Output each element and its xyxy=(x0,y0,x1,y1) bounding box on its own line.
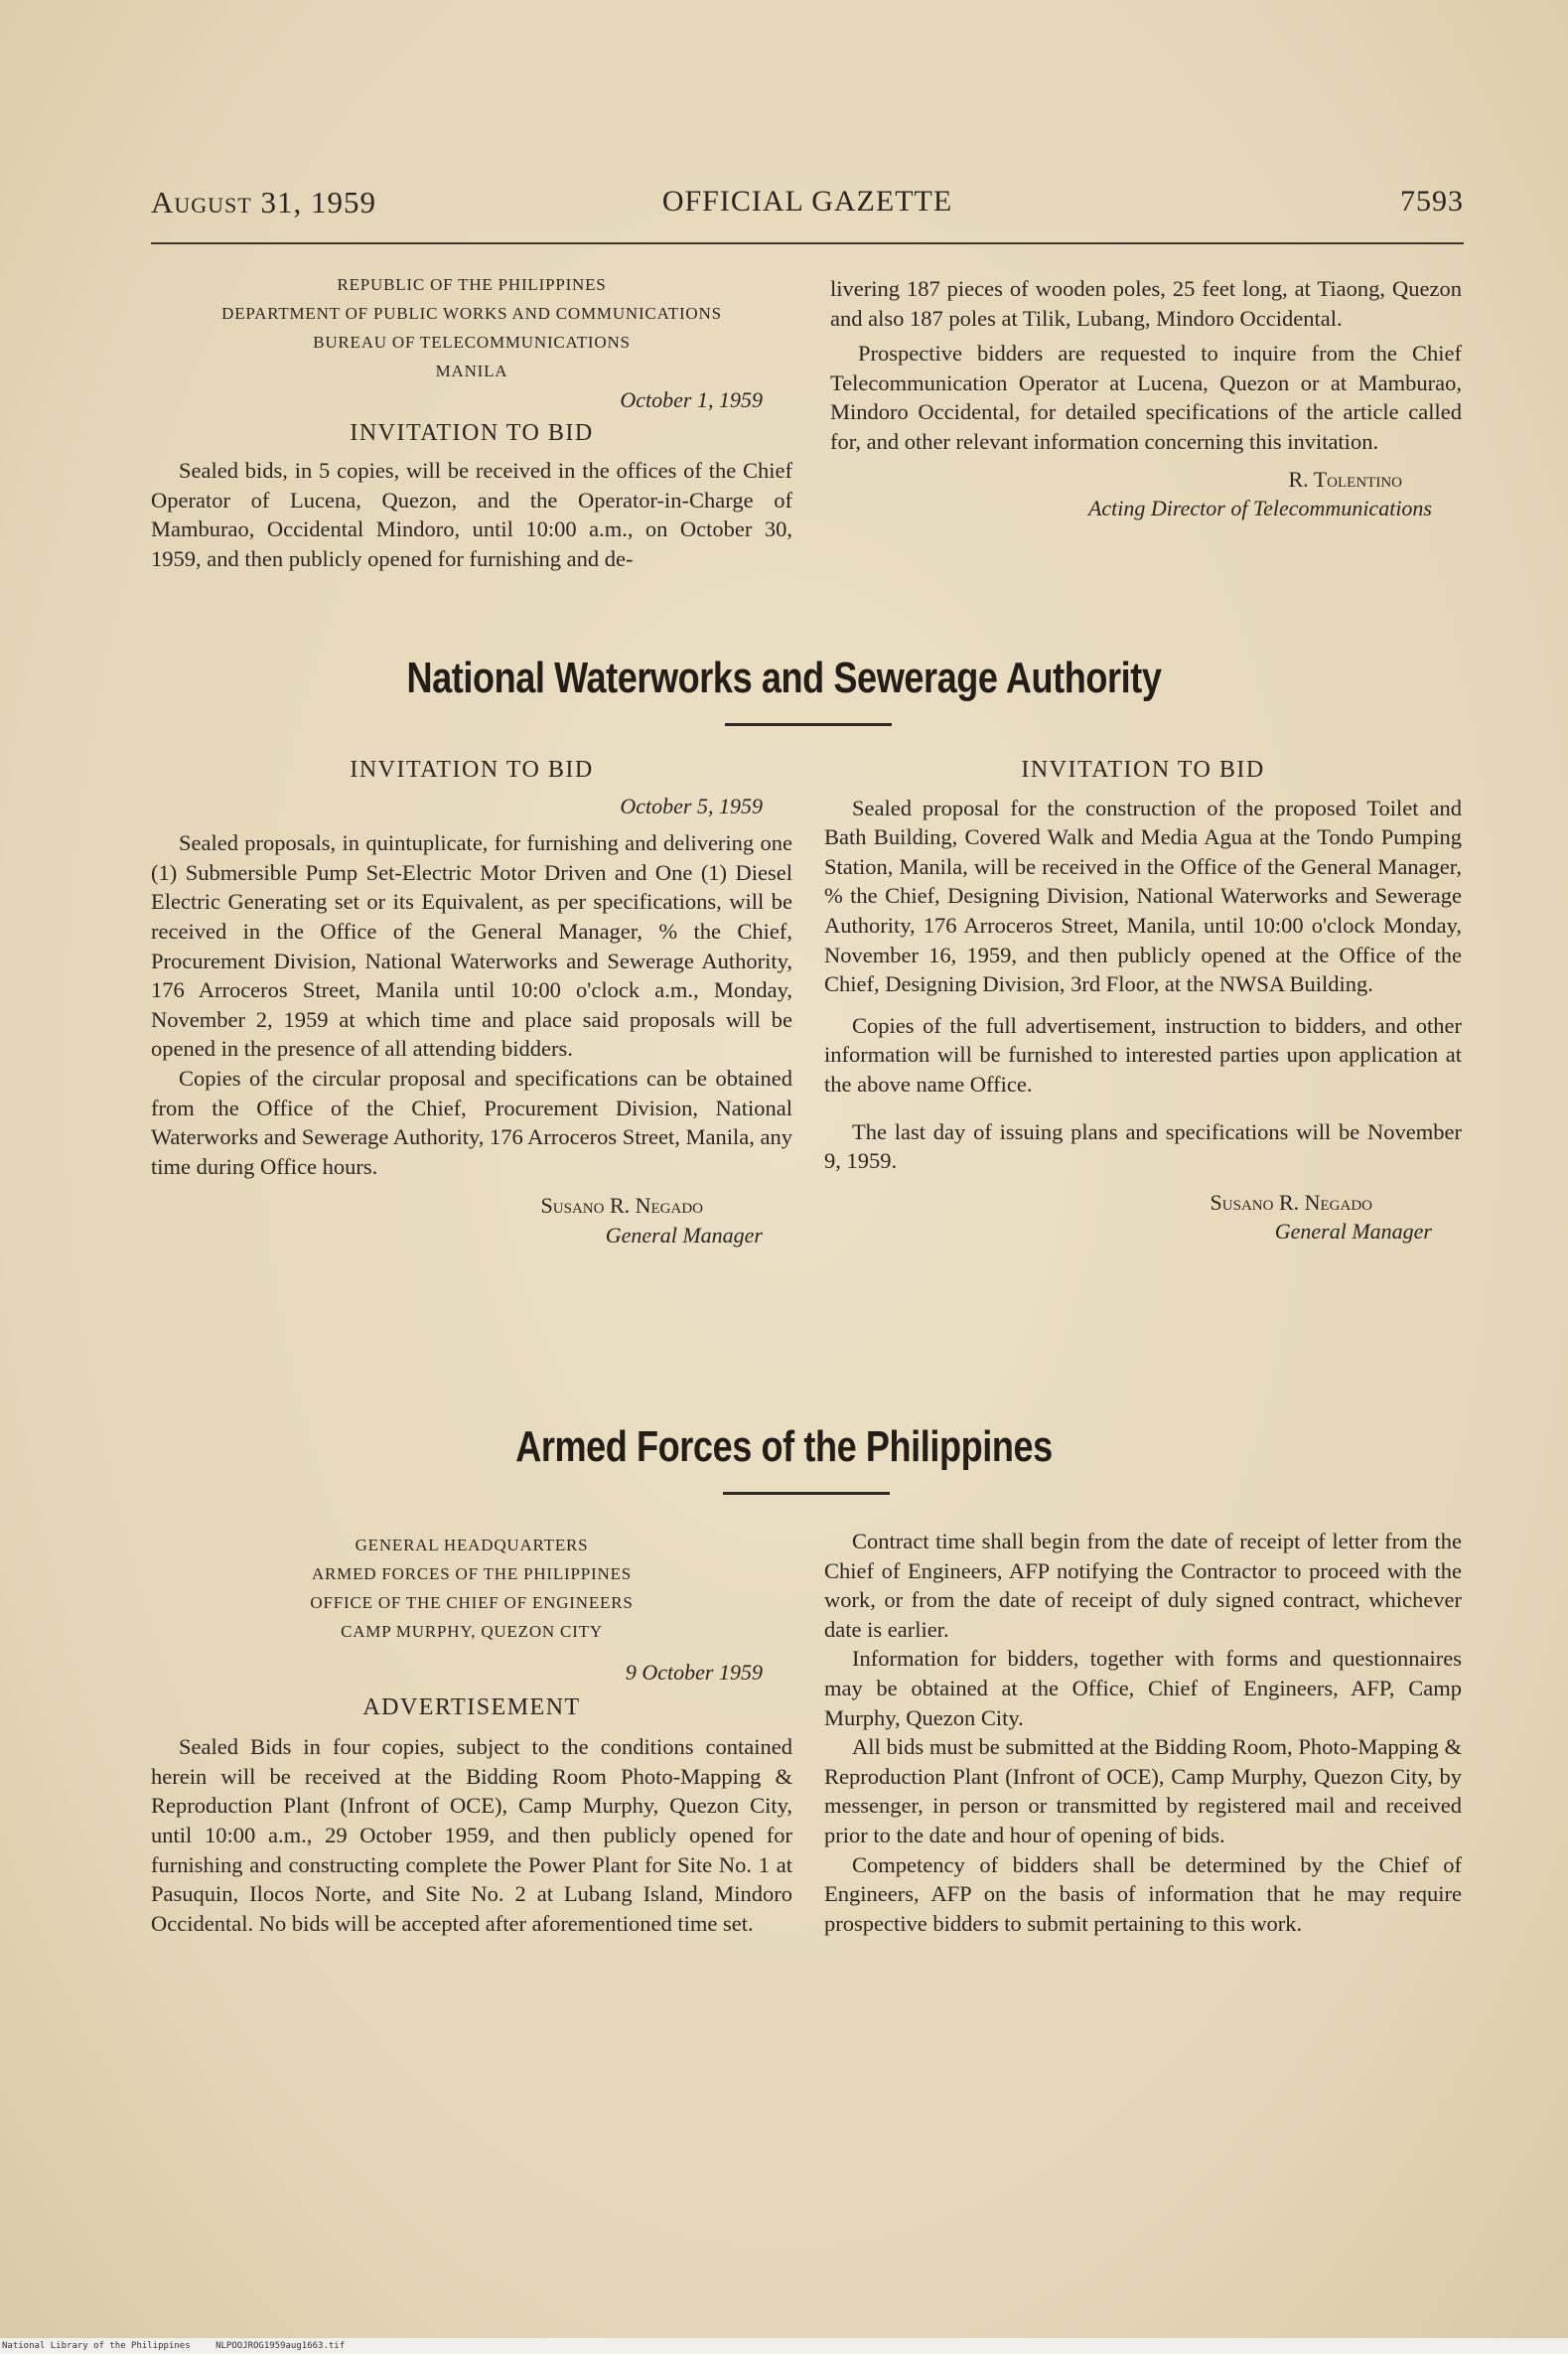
nwsa-right-paragraph: Sealed proposal for the construction of the proposed Toilet and Bath Building, Covered Walk and Media Agua at the Tondo Pumping Station, Manila, will be received in the Office of the General Manager, % the Chief, Designing Division, National Waterworks and Sewerage Authority, 176 Arroceros Street, Manila, until 10:00 o'clock Monday, November 16, 1959, and then publicly opened at the Office of the Chief, Designing Division, 3rd Floor, at the NWSA Building. xyxy=(824,795,1462,997)
header-page-number: 7593 xyxy=(1400,185,1464,218)
nwsa-right-signature xyxy=(824,1188,1462,1247)
afp-notice-right xyxy=(824,1527,1462,1938)
telecom-org-line: REPUBLIC OF THE PHILIPPINES xyxy=(337,275,607,294)
telecom-notice-right xyxy=(830,274,1462,523)
signer-title: General Manager xyxy=(1274,1219,1432,1245)
nwsa-left-paragraph: Sealed proposals, in quintuplicate, for furnishing and delivering one (1) Submersible Pump Set-Electric Motor Driven and One (1) Diesel Electric Generating set or its Equivalent, as per specifications, will be received in the Office of the General Manager, % the Chief, Procurement Division, National Waterworks and Sewerage Authority, 176 Arroceros Street, Manila until 10:00 o'clock a.m., Monday, November 2, 1959 at which time and place said proposals will be opened in the presence of all attending bidders. xyxy=(151,830,792,1062)
telecom-org-line: BUREAU OF TELECOMMUNICATIONS xyxy=(313,333,631,352)
signer-title: Acting Director of Telecommunications xyxy=(1087,496,1432,521)
telecom-heading: INVITATION TO BID xyxy=(350,419,594,446)
footer-file: NLPOOJROG1959aug1663.tif xyxy=(215,2341,346,2351)
page-header xyxy=(151,185,1464,224)
footer-library: National Library of the Philippines xyxy=(2,2341,191,2351)
afp-notice-left xyxy=(151,1531,792,1938)
nwsa-section-title: National Waterworks and Sewerage Authority xyxy=(406,654,1162,702)
afp-heading: ADVERTISEMENT xyxy=(362,1693,581,1720)
nwsa-right-paragraph: The last day of issuing plans and specifications will be November 9, 1959. xyxy=(824,1118,1462,1174)
afp-org-line: OFFICE OF THE CHIEF OF ENGINEERS xyxy=(310,1593,634,1612)
nwsa-left-signature xyxy=(151,1191,792,1250)
telecom-signature xyxy=(830,465,1462,523)
afp-section-title: Armed Forces of the Philippines xyxy=(515,1422,1053,1471)
afp-org-line: CAMP MURPHY, QUEZON CITY xyxy=(341,1622,603,1641)
header-rule xyxy=(151,242,1464,244)
header-title: OFFICIAL GAZETTE xyxy=(661,185,953,218)
scan-footer xyxy=(0,2338,1568,2354)
telecom-org-line: DEPARTMENT OF PUBLIC WORKS AND COMMUNICATIONS xyxy=(221,304,722,323)
nwsa-right-heading: INVITATION TO BID xyxy=(1021,757,1265,783)
nwsa-left-heading: INVITATION TO BID xyxy=(350,757,594,783)
section-rule xyxy=(725,723,892,726)
nwsa-left-paragraph: Copies of the circular proposal and specifications can be obtained from the Office of the Chief, Procurement Division, National Waterworks and Sewerage Authority, 176 Arroceros Street, Manila, any time during Office hours. xyxy=(151,1065,792,1179)
telecom-notice-left xyxy=(151,270,792,574)
afp-paragraph: Contract time shall begin from the date of receipt of letter from the Chief of Engineers, AFP notifying the Contractor to proceed with the work, or from the date of receipt of duly signed contract, whichever date is earlier. xyxy=(824,1529,1462,1642)
nwsa-notice-right xyxy=(824,756,1462,1247)
afp-paragraph: Competency of bidders shall be determined by the Chief of Engineers, AFP on the basis of information that he may require prospective bidders to submit pertaining to this work. xyxy=(824,1851,1462,1936)
signer-name: Susano R. Negado xyxy=(540,1193,703,1219)
nwsa-left-date: October 5, 1959 xyxy=(620,793,763,818)
signer-name: Susano R. Negado xyxy=(1210,1189,1372,1215)
afp-org-line: GENERAL HEADQUARTERS xyxy=(355,1536,589,1554)
telecom-paragraph: Prospective bidders are requested to inquire from the Chief Telecommunication Operator at Lucena, Quezon or at Mamburao, Mindoro Occidental, for detailed specifications of the article called for, and other relevant information concerning this invitation. xyxy=(830,341,1462,454)
afp-paragraph: Sealed Bids in four copies, subject to the conditions contained herein will be received at the Bidding Room Photo-Mapping & Reproduction Plant (Infront of OCE), Camp Murphy, Quezon City, until 10:00 a.m., 29 October 1959, and then publicly opened for furnishing and constructing complete the Power Plant for Site No. 1 at Pasuquin, Ilocos Norte, and Site No. 2 at Lubang Island, Mindoro Occidental. No bids will be accepted after aforementioned time set. xyxy=(151,1734,792,1936)
signer-name: R. Tolentino xyxy=(1288,466,1402,492)
telecom-date: October 1, 1959 xyxy=(620,387,763,412)
section-rule xyxy=(723,1492,890,1495)
header-date: August 31, 1959 xyxy=(151,185,376,220)
nwsa-notice-left xyxy=(151,756,792,1251)
telecom-paragraph: Sealed bids, in 5 copies, will be received in the offices of the Chief Operator of Lucena, Quezon, and the Operator-in-Charge of Mamburao, Occidental Mindoro, until 10:00 a.m., on October 30, 1959, and then publicly opened for furnishing and de- xyxy=(151,458,792,571)
signer-title: General Manager xyxy=(605,1222,763,1248)
telecom-paragraph: livering 187 pieces of wooden poles, 25 feet long, at Tiaong, Quezon and also 187 poles at Tilik, Lubang, Mindoro Occidental. xyxy=(830,276,1462,331)
nwsa-right-paragraph: Copies of the full advertisement, instruction to bidders, and other information will be furnished to interested parties upon application at the above name Office. xyxy=(824,1012,1462,1097)
afp-paragraph: Information for bidders, together with forms and questionnaires may be obtained at the Office, Chief of Engineers, AFP, Camp Murphy, Quezon City. xyxy=(824,1646,1462,1730)
afp-date: 9 October 1959 xyxy=(625,1660,763,1685)
telecom-org-line: MANILA xyxy=(435,362,508,380)
afp-org-line: ARMED FORCES OF THE PHILIPPINES xyxy=(311,1564,633,1583)
afp-paragraph: All bids must be submitted at the Bidding Room, Photo-Mapping & Reproduction Plant (Infront of OCE), Camp Murphy, Quezon City, by messenger, in person or transmitted by registered mail and received prior to the date and hour of opening of bids. xyxy=(824,1734,1462,1847)
